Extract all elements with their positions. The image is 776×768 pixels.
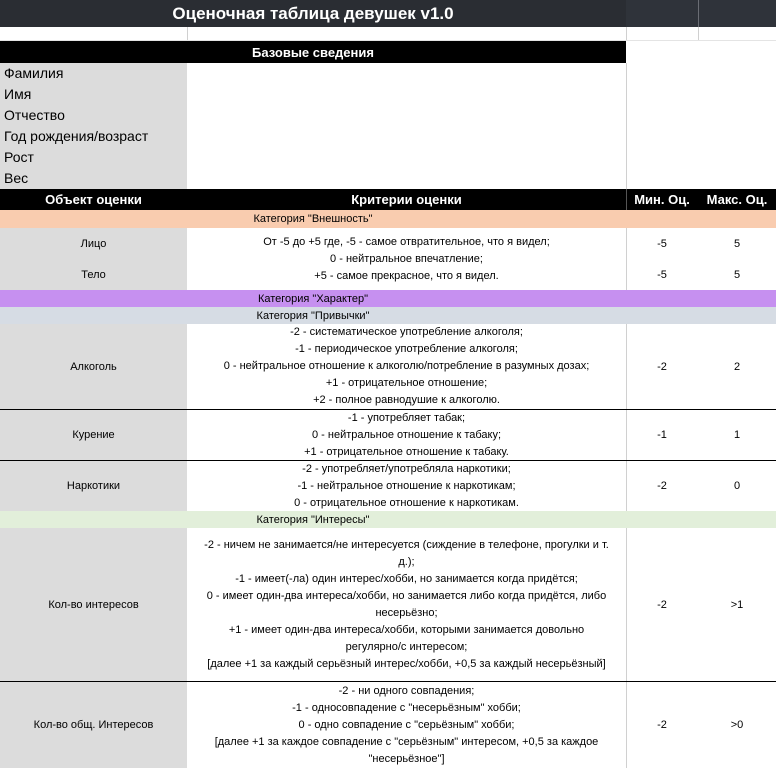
criteria-line: +2 - полное равнодушие к алкоголю.: [313, 394, 500, 406]
criteria-line: -1 - нейтральное отношение к наркотикам;: [297, 479, 516, 492]
criteria-line: -1 - употребляет табак;: [347, 411, 466, 424]
column-header-max: Макс. Оц.: [706, 192, 768, 207]
criteria-line: 0 - нейтральное впечатление;: [330, 252, 483, 265]
criteria-line: несерьёзно;: [375, 606, 438, 619]
min-alcohol: -2: [657, 360, 667, 373]
criteria-smoking: [187, 410, 626, 460]
category-character: [0, 290, 776, 307]
min-body: -5: [657, 268, 667, 281]
min-drugs: -2: [657, 480, 667, 492]
category-habits-label: Категория "Привычки": [256, 309, 370, 322]
max-face: 5: [733, 237, 741, 250]
blank-row: [0, 27, 776, 41]
criteria-line: д.);: [398, 555, 415, 568]
grid-line: [698, 27, 699, 40]
field-label-patronymic: Отчество: [4, 107, 65, 123]
object-cell-appearance: [0, 228, 187, 290]
criteria-line: +1 - имеет один-два интереса/хобби, которыми занимается довольно: [228, 623, 585, 636]
criteria-line: -2 - систематическое употребление алкоголя;: [290, 326, 523, 338]
criteria-appearance: [187, 228, 626, 290]
table-row-alcohol: [0, 324, 776, 410]
field-label-birth-age: Год рождения/возраст: [4, 128, 149, 144]
object-smoking: Курение: [0, 410, 187, 460]
object-common-interests: Кол-во общ. Интересов: [0, 682, 187, 768]
grid-line: [626, 461, 627, 511]
criteria-line: регулярно/с интересом;: [345, 640, 468, 653]
grid-line: [626, 528, 627, 681]
field-label-height: Рост: [4, 149, 34, 165]
max-drugs: 0: [733, 480, 741, 492]
sheet-title: Оценочная таблица девушек v1.0: [172, 3, 454, 23]
field-label-surname: Фамилия: [4, 65, 64, 81]
criteria-line: -2 - ни одного совпадения;: [338, 684, 475, 697]
criteria-line: [далее +1 за каждый серьёзный интерес/хобби, +0,5 за каждый несерьёзный]: [207, 657, 606, 670]
table-row-smoking: [0, 410, 776, 461]
object-drugs: Наркотики: [0, 461, 187, 511]
object-face: Лицо: [80, 237, 107, 250]
grid-line: [626, 63, 627, 189]
base-info-labels: [0, 63, 187, 189]
field-label-weight: Вес: [4, 170, 29, 186]
criteria-common-interests: [187, 682, 626, 768]
base-info-header: [0, 41, 776, 63]
max-common-interests: >0: [730, 719, 744, 731]
grid-line: [187, 27, 188, 40]
min-interests-count: -2: [657, 598, 667, 611]
criteria-line: -2 - ничем не занимается/не интересуется (сиждение в телефоне, прогулки и т.: [204, 538, 609, 551]
header-divider: [626, 189, 627, 210]
criteria-line: 0 - нейтральное отношение к алкоголю/потребление в разумных дозах;: [223, 360, 590, 372]
grid-line: [626, 228, 627, 290]
criteria-alcohol: [187, 324, 626, 409]
grid-line: [626, 410, 627, 460]
min-cell-appearance: [626, 228, 698, 290]
max-body: 5: [733, 268, 741, 281]
criteria-line: От -5 до +5 где, -5 - самое отвратительное, что я видел;: [263, 235, 550, 248]
category-character-label: Категория "Характер": [257, 292, 369, 305]
criteria-line: +1 - отрицательное отношение к табаку.: [304, 445, 509, 458]
category-habits: [0, 307, 776, 324]
min-face: -5: [657, 237, 667, 250]
column-header-min: Мин. Оц.: [634, 192, 690, 207]
criteria-line: -1 - односовпадение с "несерьёзным" хобби;: [292, 701, 521, 714]
base-info-fields: [0, 63, 776, 189]
title-row: [0, 0, 776, 27]
min-smoking: -1: [657, 429, 667, 441]
criteria-line: [далее +1 за каждое совпадение с "серьёзным" интересом, +0,5 за каждое: [214, 735, 599, 748]
criteria-line: 0 - одно совпадение с "серьёзным" хобби;: [298, 718, 515, 731]
grid-line: [626, 27, 627, 40]
min-common-interests: -2: [657, 719, 667, 731]
criteria-interests-count: [187, 528, 626, 681]
criteria-line: +5 - самое прекрасное, что я видел.: [314, 269, 499, 282]
grid-line: [626, 682, 627, 768]
max-smoking: 1: [733, 429, 741, 441]
criteria-line: 0 - отрицательное отношение к наркотикам.: [294, 496, 519, 509]
base-info-spacer: [626, 41, 776, 63]
criteria-line: -2 - употребляет/употребляла наркотики;: [302, 462, 511, 475]
max-cell-appearance: [698, 228, 776, 290]
criteria-line: 0 - нейтральное отношение к табаку;: [311, 428, 502, 441]
object-alcohol: Алкоголь: [0, 324, 187, 409]
grid-line: [626, 324, 627, 409]
category-interests-label: Категория "Интересы": [256, 513, 370, 526]
object-interests-count: Кол-во интересов: [0, 528, 187, 681]
base-info-title: Базовые сведения: [0, 41, 626, 63]
title-spacer: [626, 0, 776, 27]
criteria-drugs: [187, 461, 626, 511]
max-alcohol: 2: [733, 360, 741, 373]
object-body: Тело: [81, 268, 106, 281]
title-divider: [698, 0, 699, 27]
category-interests: [0, 511, 776, 528]
criteria-line: "несерьёзное"]: [368, 752, 445, 765]
table-row-appearance: [0, 228, 776, 290]
criteria-line: +1 - отрицательное отношение;: [325, 377, 488, 389]
max-interests-count: >1: [730, 598, 744, 611]
table-row-drugs: [0, 461, 776, 511]
column-header-row: [0, 189, 776, 210]
criteria-line: -1 - периодическое употребление алкоголя;: [295, 343, 518, 355]
category-appearance-label: Категория "Внешность": [253, 213, 373, 225]
table-row-common-interests: [0, 682, 776, 768]
column-header-object: Объект оценки: [45, 192, 142, 207]
column-header-criteria: Критерии оценки: [351, 192, 462, 207]
criteria-line: -1 - имеет(-ла) один интерес/хобби, но занимается когда придётся;: [235, 572, 578, 585]
field-label-name: Имя: [4, 86, 32, 102]
table-row-interests-count: [0, 528, 776, 682]
category-appearance: [0, 210, 776, 228]
criteria-line: 0 - имеет один-два интереса/хобби, но занимается либо когда придётся, либо: [206, 589, 607, 602]
